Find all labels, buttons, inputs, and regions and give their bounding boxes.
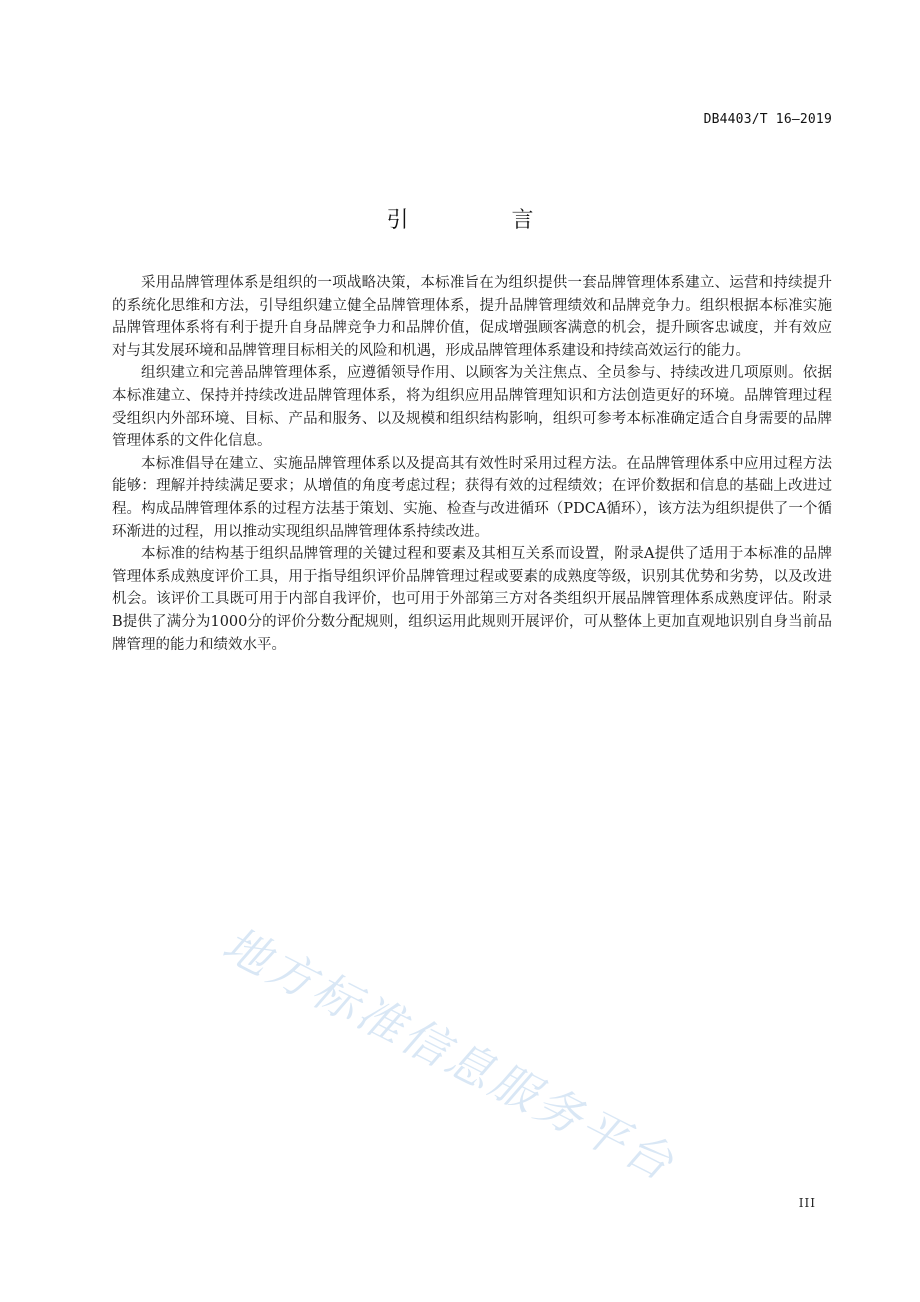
paragraph: 本标准倡导在建立、实施品牌管理体系以及提高其有效性时采用过程方法。在品牌管理体系中应用过程方法能够：理解并持续满足要求；从增值的角度考虑过程；获得有效的过程绩效；在评价数据和信息的基础上改进过程。构成品牌管理体系的过程方法基于策划、实施、检查与改进循环（PDCA循环），该方法为组织提供了一个循环渐进的过程，用以推动实现组织品牌管理体系持续改进。 [112,455,832,540]
standard-code: DB4403/T 16—2019 [703,112,832,127]
paragraph: 本标准的结构基于组织品牌管理的关键过程和要素及其相互关系而设置，附录A提供了适用于本标准的品牌管理体系成熟度评价工具，用于指导组织评价品牌管理过程或要素的成熟度等级，识别其优势和劣势，以及改进机会。该评价工具既可用于内部自我评价，也可用于外部第三方对各类组织开展品牌管理体系成熟度评估。附录B提供了满分为1000分的评价分数分配规则，组织运用此规则开展评价，可从整体上更加直观地识别自身当前品牌管理的能力和绩效水平。 [112,546,832,653]
introduction-body [112,272,832,656]
page-title: 引 言 [386,208,582,233]
paragraph: 采用品牌管理体系是组织的一项战略决策，本标准旨在为组织提供一套品牌管理体系建立、运营和持续提升的系统化思维和方法，引导组织建立健全品牌管理体系，提升品牌管理绩效和品牌竞争力。组织根据本标准实施品牌管理体系将有利于提升自身品牌竞争力和品牌价值，促成增强顾客满意的机会，提升顾客忠诚度，并有效应对与其发展环境和品牌管理目标相关的风险和机遇，形成品牌管理体系建设和持续高效运行的能力。 [112,275,832,359]
paragraph: 组织建立和完善品牌管理体系，应遵循领导作用、以顾客为关注焦点、全员参与、持续改进几项原则。依据本标准建立、保持并持续改进品牌管理体系，将为组织应用品牌管理知识和方法创造更好的环境。品牌管理过程受组织内外部环境、目标、产品和服务、以及规模和组织结构影响，组织可参考本标准确定适合自身需要的品牌管理体系的文件化信息。 [112,365,832,450]
page-number: III [798,1196,816,1210]
watermark: 地方标准信息服务平台 [214,916,685,1192]
